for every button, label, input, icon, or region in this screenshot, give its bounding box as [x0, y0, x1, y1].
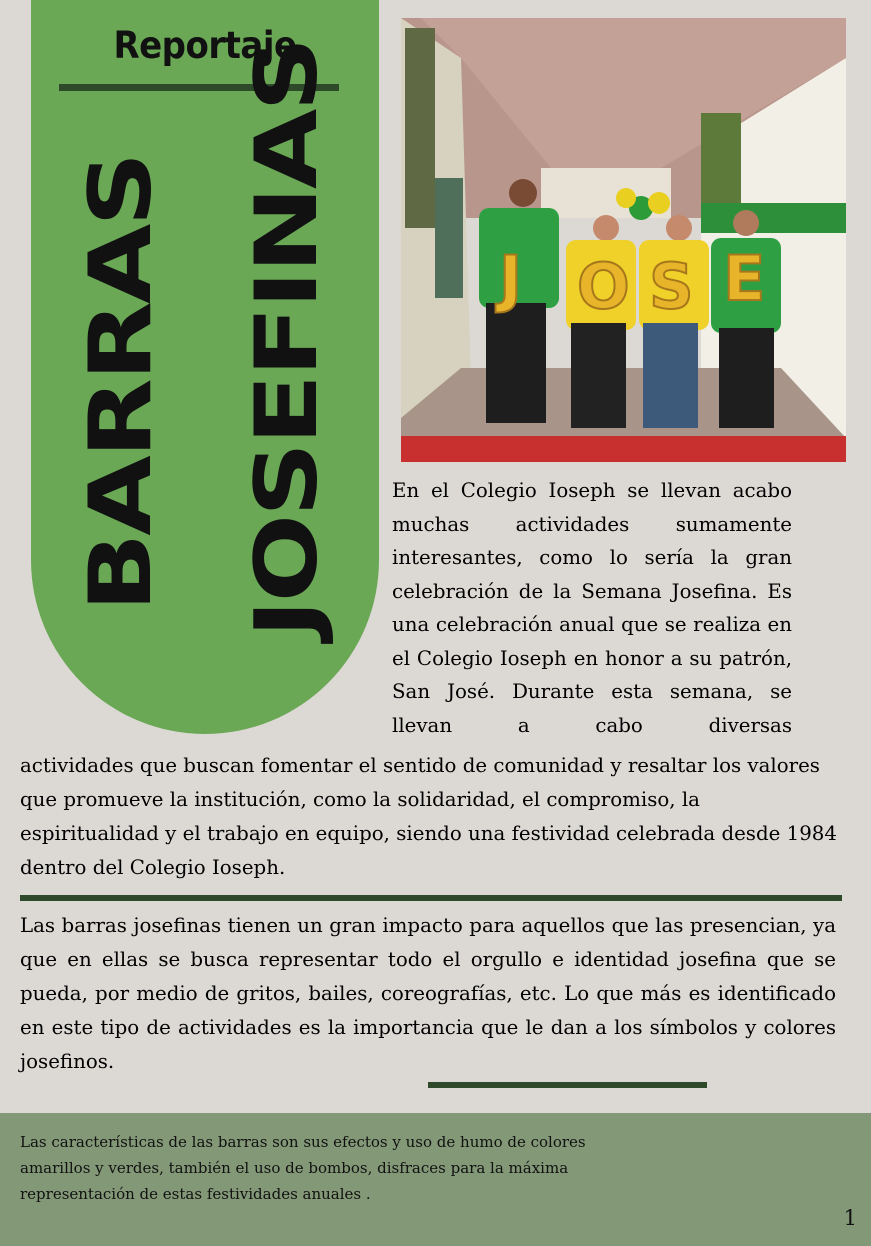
students-photo — [401, 18, 846, 462]
sign-letter-j: J — [499, 242, 523, 315]
page-number: 1 — [843, 1206, 857, 1230]
intro-paragraph: En el Colegio Ioseph se llevan acabo muchas actividades sumamente interesantes, como lo sería la gran celebración de la Semana Josefina. Es una celebración anual que se realiza en el Colegio Ioseph en honor a su patrón, San José. Durante esta semana, se llevan a cabo diversas — [392, 479, 792, 737]
title-line-2: JOSEFINAS — [236, 39, 337, 638]
footer-band — [0, 1113, 871, 1246]
paragraph-end-rule — [428, 1082, 707, 1088]
title-line-1: BARRAS — [70, 154, 171, 612]
sign-letter-e: E — [723, 242, 766, 315]
impact-paragraph: Las barras josefinas tienen un gran impacto para aquellos que las presencian, ya que en ellas se busca representar todo el orgullo e identidad josefina que se pueda, por medio de gritos, bailes, coreografías, etc. Lo que más es identificado en este tipo de actividades es la importancia que le dan a los símbolos y colores josefinos. — [20, 914, 836, 1073]
footer-note: Las características de las barras son sus efectos y uso de humo de colores amarillos y verdes, también el uso de bombos, disfraces para la máxima representación de estas festividades anuales . — [20, 1133, 586, 1203]
sign-letter-o: O — [577, 250, 630, 323]
intro-paragraph-continued: actividades que buscan fomentar el sentido de comunidad y resaltar los valores que promueve la institución, como la solidaridad, el compromiso, la espiritualidad y el trabajo en equipo, siendo una festividad celebrada desde 1984 dentro del Colegio Ioseph. — [20, 754, 837, 879]
section-divider — [20, 895, 842, 901]
sign-letter-s: S — [649, 250, 694, 323]
section-label: Reportaje — [113, 24, 297, 68]
